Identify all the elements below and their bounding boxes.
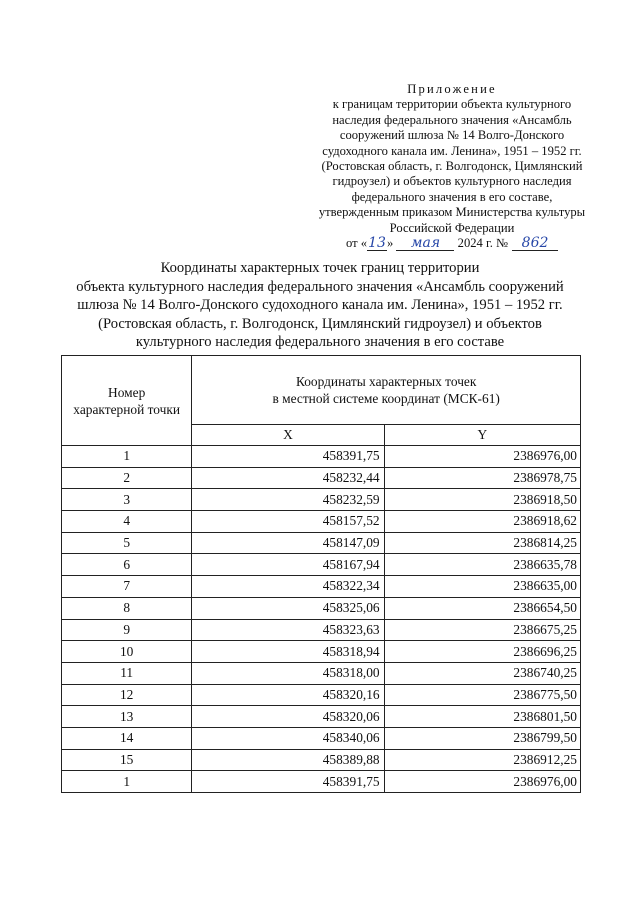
header-line: характерной точки [73,401,181,417]
table-row [62,532,581,554]
x-header: X [192,425,384,446]
table-row [62,706,581,728]
order-date-line [300,236,604,251]
y-value: 2386635,00 [384,576,580,598]
table-row [62,771,581,793]
handwritten-day: 13 [368,235,386,252]
table-row [62,511,581,533]
point-number: 11 [62,662,192,684]
y-value: 2386775,50 [384,684,580,706]
title-line: культурного наследия федерального значения в его составе [135,334,505,350]
point-number: 12 [62,684,192,706]
x-value: 458232,59 [192,489,384,511]
y-value: 2386918,62 [384,511,580,533]
point-number-header [62,356,192,446]
table-row [62,727,581,749]
y-value: 2386635,78 [384,554,580,576]
point-number: 6 [62,554,192,576]
point-number: 2 [62,467,192,489]
table-row [62,749,581,771]
point-number: 9 [62,619,192,641]
table-row [62,576,581,598]
table-row [62,641,581,663]
appendix-line: гидроузел) и объектов культурного наследия [332,174,572,189]
point-number: 1 [62,771,192,793]
y-value: 2386740,25 [384,662,580,684]
point-number: 5 [62,532,192,554]
title-line: шлюза № 14 Волго-Донского судоходного канала им. Ленина», 1951 – 1952 гг. [77,297,563,313]
y-value: 2386978,75 [384,467,580,489]
x-value: 458157,52 [192,511,384,533]
table-row [62,467,581,489]
point-number: 3 [62,489,192,511]
table-row [62,554,581,576]
appendix-line: сооружений шлюза № 14 Волго-Донского [339,128,565,143]
document-title [60,259,580,352]
appendix-line: к границам территории объекта культурного [332,97,572,112]
x-value: 458391,75 [192,446,384,468]
y-value: 2386976,00 [384,771,580,793]
appendix-block [300,82,604,251]
x-value: 458323,63 [192,619,384,641]
title-line: Координаты характерных точек границ территории [160,260,480,276]
appendix-line: (Ростовская область, г. Волгодонск, Цимлянский [321,159,583,174]
appendix-line: наследия федерального значения «Ансамбль [332,112,572,127]
table-row [62,489,581,511]
x-value: 458325,06 [192,597,384,619]
table-row [62,446,581,468]
y-value: 2386801,50 [384,706,580,728]
appendix-line: федерального значения в его составе, [351,189,553,204]
table-row [62,597,581,619]
appendix-header: Приложение [407,82,497,96]
x-value: 458318,94 [192,641,384,663]
point-number: 8 [62,597,192,619]
x-value: 458322,34 [192,576,384,598]
header-line: в местной системе координат (МСК-61) [272,391,500,406]
y-value: 2386654,50 [384,597,580,619]
point-number: 15 [62,749,192,771]
x-value: 458320,06 [192,706,384,728]
appendix-line: судоходного канала им. Ленина», 1951 – 1952 гг. [322,143,582,158]
point-number: 4 [62,511,192,533]
x-value: 458391,75 [192,771,384,793]
point-number: 13 [62,706,192,728]
y-value: 2386814,25 [384,532,580,554]
y-value: 2386976,00 [384,446,580,468]
x-value: 458232,44 [192,467,384,489]
x-value: 458147,09 [192,532,384,554]
x-value: 458340,06 [192,727,384,749]
y-value: 2386675,25 [384,619,580,641]
y-value: 2386799,50 [384,727,580,749]
x-value: 458318,00 [192,662,384,684]
coordinates-header [192,356,581,425]
coordinates-table [61,355,581,793]
date-prefix: от « [345,236,368,251]
header-line: Номер [108,384,146,400]
header-line: Координаты характерных точек [295,374,477,389]
handwritten-month: мая [396,237,454,251]
y-value: 2386912,25 [384,749,580,771]
x-value: 458389,88 [192,749,384,771]
point-number: 14 [62,727,192,749]
appendix-line: Российской Федерации [389,220,515,235]
date-separator: » [387,236,394,251]
title-line: (Ростовская область, г. Волгодонск, Цимлянский гидроузел) и объектов [98,315,542,332]
title-line: объекта культурного наследия федерального значения «Ансамбль сооружений [76,278,564,295]
handwritten-order-number: 862 [512,237,558,251]
y-header: Y [384,425,580,446]
y-value: 2386696,25 [384,641,580,663]
x-value: 458320,16 [192,684,384,706]
point-number: 1 [62,446,192,468]
date-year: 2024 г. № [457,236,509,251]
table-row [62,684,581,706]
x-value: 458167,94 [192,554,384,576]
point-number: 7 [62,576,192,598]
appendix-line: утвержденным приказом Министерства культуры [318,205,586,220]
y-value: 2386918,50 [384,489,580,511]
table-row [62,662,581,684]
table-row [62,619,581,641]
point-number: 10 [62,641,192,663]
